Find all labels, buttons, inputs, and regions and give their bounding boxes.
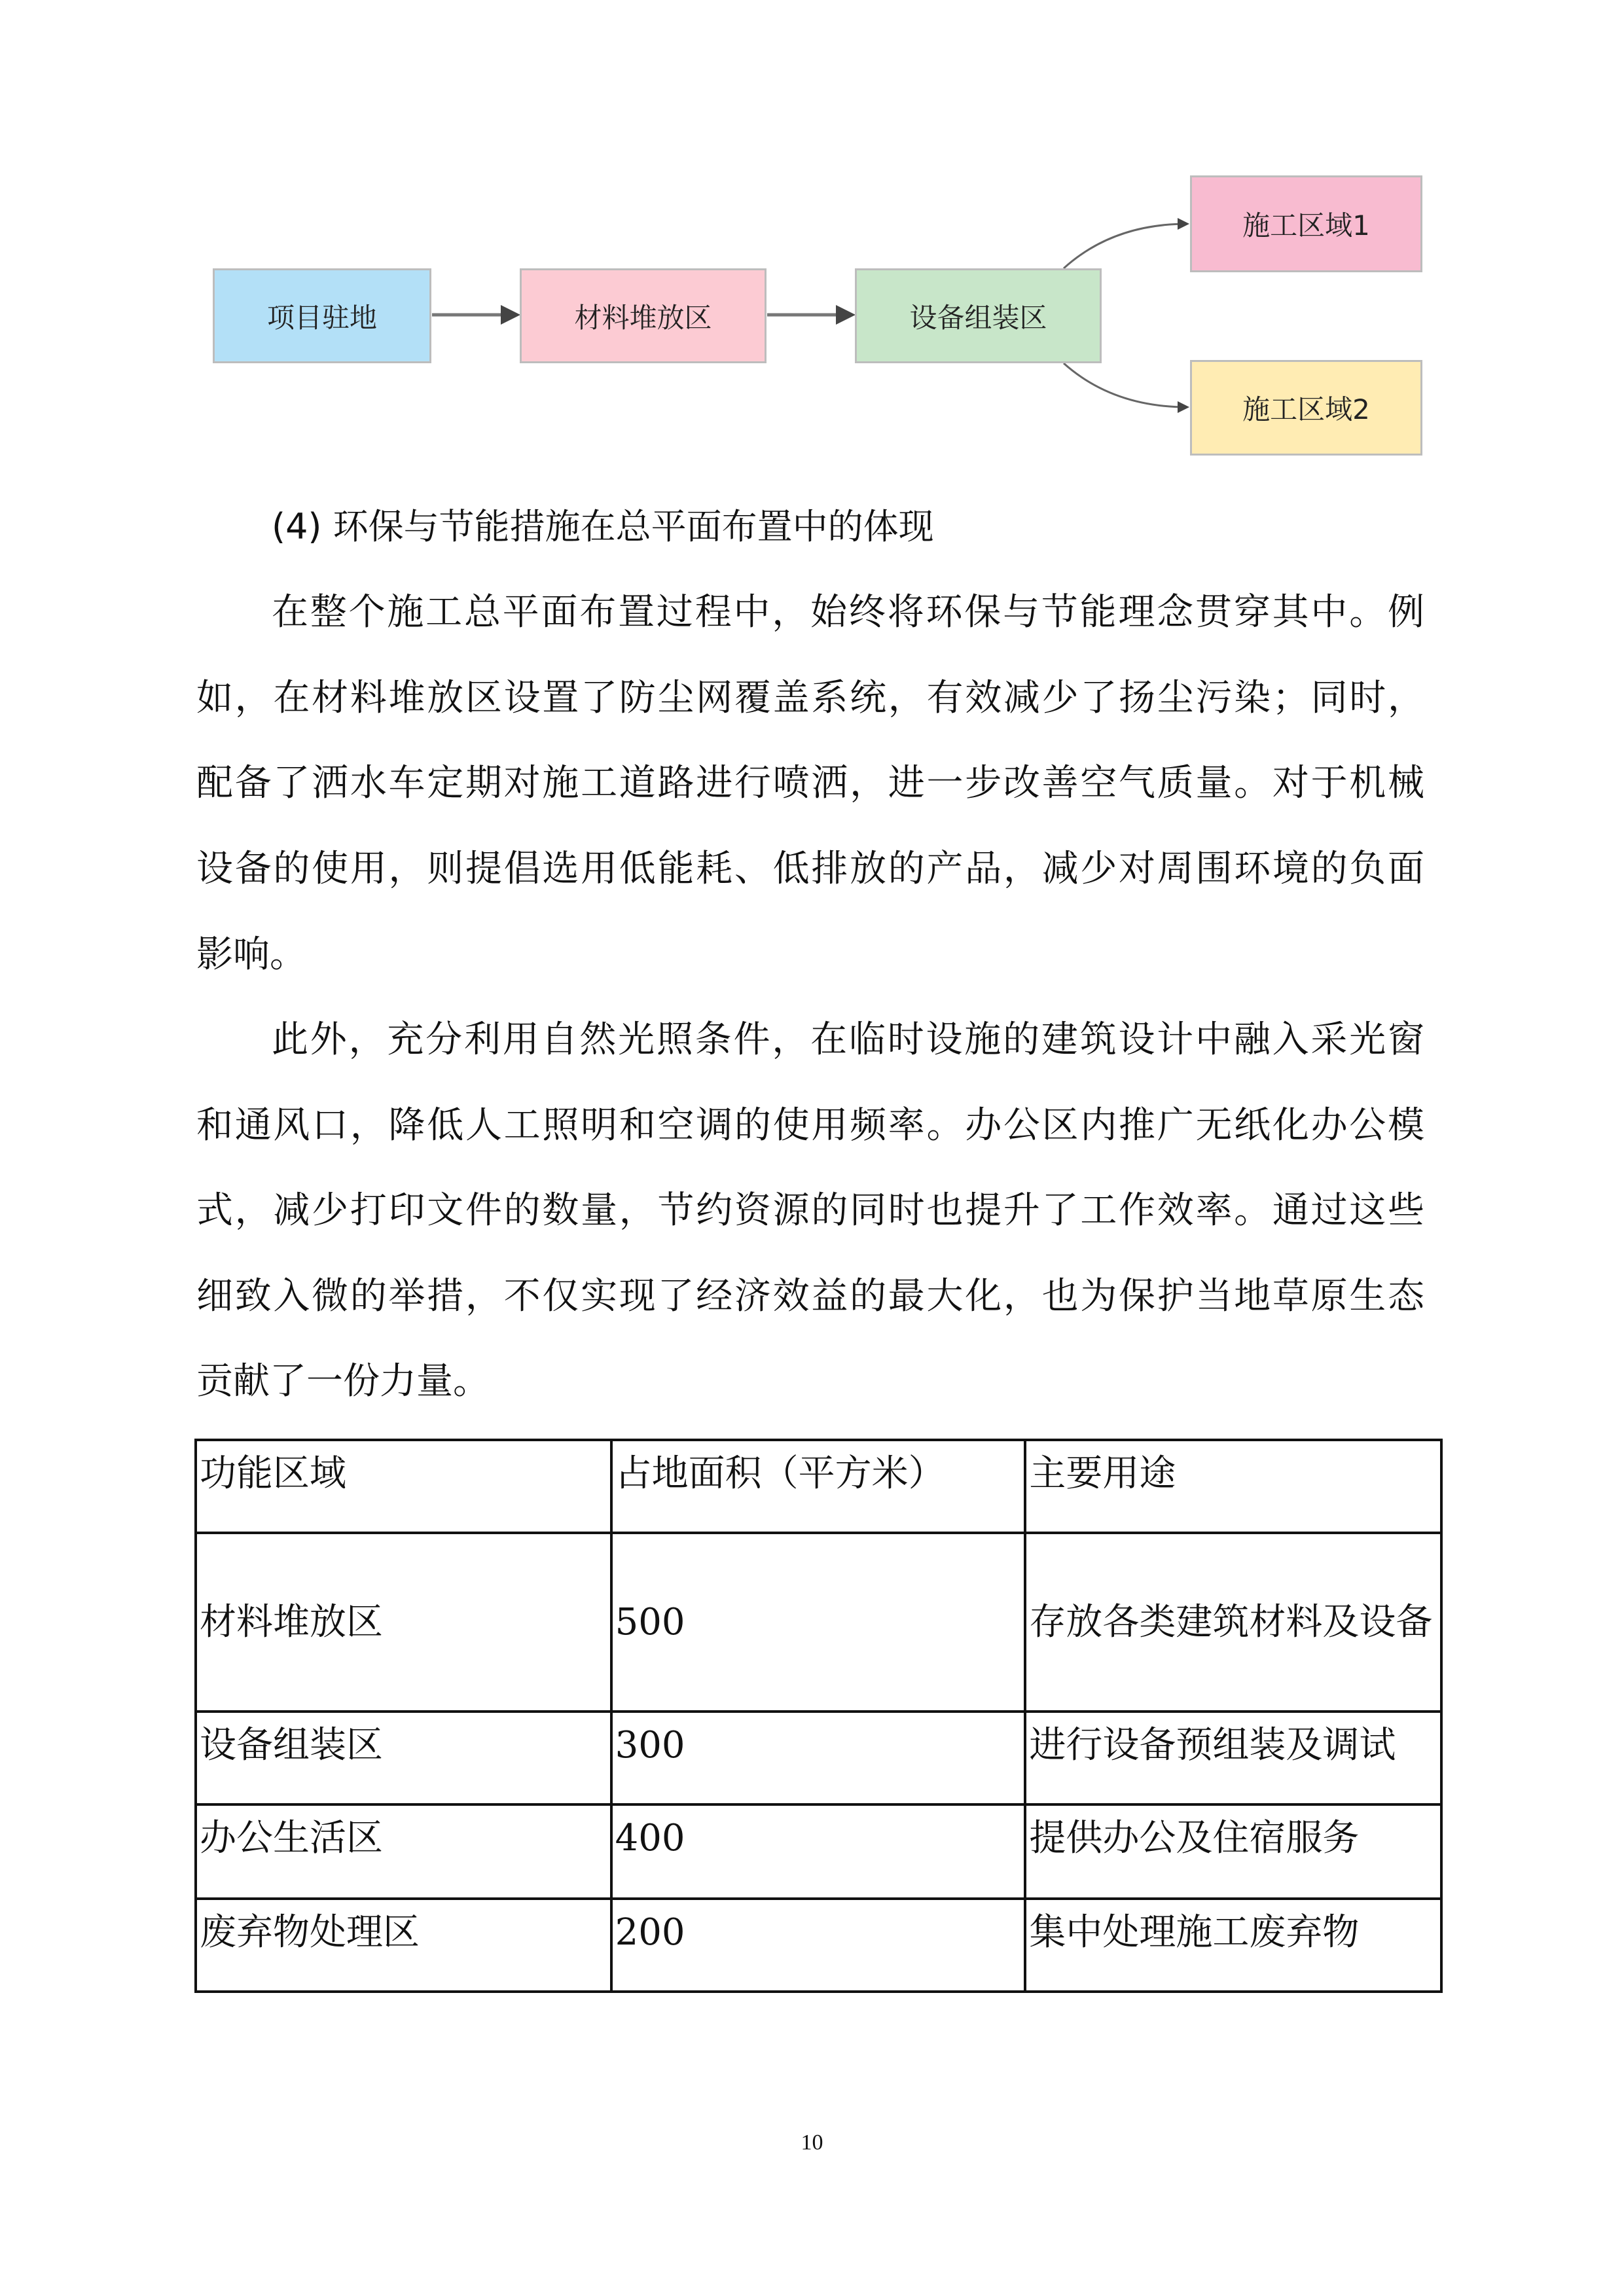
table-cell: 500 bbox=[611, 1533, 1026, 1712]
table-cell: 材料堆放区 bbox=[196, 1533, 611, 1712]
function-area-table bbox=[194, 1439, 1443, 1993]
arrow-3 bbox=[1064, 224, 1187, 268]
paragraph-line: 细致入微的举措，不仅实现了经济效益的最大化，也为保护当地草原生态 bbox=[196, 1275, 1424, 1318]
node-construction-area-2: 施工区域2 bbox=[1190, 360, 1422, 456]
table-cell: 废弃物处理区 bbox=[196, 1899, 611, 1992]
node-material-storage: 材料堆放区 bbox=[520, 268, 767, 363]
header-cell: 功能区域 bbox=[196, 1440, 611, 1533]
paragraph-line: 式，减少打印文件的数量，节约资源的同时也提升了工作效率。通过这些 bbox=[196, 1189, 1424, 1232]
table-row bbox=[196, 1804, 1441, 1899]
table-cell: 200 bbox=[611, 1899, 1026, 1992]
paragraph-line: 如，在材料堆放区设置了防尘网覆盖系统，有效减少了扬尘污染；同时， bbox=[196, 677, 1424, 719]
table-cell: 提供办公及住宿服务 bbox=[1025, 1804, 1441, 1899]
node-equipment-assembly: 设备组装区 bbox=[855, 268, 1102, 363]
paragraph-line: 在整个施工总平面布置过程中，始终将环保与节能理念贯穿其中。例 bbox=[272, 591, 1424, 634]
node-construction-area-1: 施工区域1 bbox=[1190, 175, 1422, 272]
paragraph-line: 贡献了一份力量。 bbox=[196, 1360, 490, 1403]
table-header-row bbox=[196, 1440, 1441, 1533]
header-cell: 占地面积（平方米） bbox=[611, 1440, 1026, 1533]
table-cell: 300 bbox=[611, 1712, 1026, 1804]
table-cell: 集中处理施工废弃物 bbox=[1025, 1899, 1441, 1992]
section-heading: (4) 环保与节能措施在总平面布置中的体现 bbox=[272, 506, 934, 547]
paragraph-line: 设备的使用，则提倡选用低能耗、低排放的产品，减少对周围环境的负面 bbox=[196, 848, 1424, 890]
paragraph-line: 此外，充分利用自然光照条件，在临时设施的建筑设计中融入采光窗 bbox=[272, 1018, 1424, 1061]
header-cell: 主要用途 bbox=[1025, 1440, 1441, 1533]
table-row bbox=[196, 1533, 1441, 1712]
table-cell: 400 bbox=[611, 1804, 1026, 1899]
paragraph-line: 影响。 bbox=[196, 933, 306, 976]
table-cell: 存放各类建筑材料及设备 bbox=[1025, 1533, 1441, 1712]
paragraph-line: 和通风口，降低人工照明和空调的使用频率。办公区内推广无纸化办公模 bbox=[196, 1104, 1424, 1147]
table-cell: 办公生活区 bbox=[196, 1804, 611, 1899]
table-row bbox=[196, 1712, 1441, 1804]
table-cell: 设备组装区 bbox=[196, 1712, 611, 1804]
page-number: 10 bbox=[801, 2130, 823, 2155]
node-project-base: 项目驻地 bbox=[213, 268, 431, 363]
arrow-4 bbox=[1064, 363, 1187, 407]
paragraph-line: 配备了洒水车定期对施工道路进行喷洒，进一步改善空气质量。对于机械 bbox=[196, 762, 1424, 804]
table-cell: 进行设备预组装及调试 bbox=[1025, 1712, 1441, 1804]
table-row bbox=[196, 1899, 1441, 1992]
